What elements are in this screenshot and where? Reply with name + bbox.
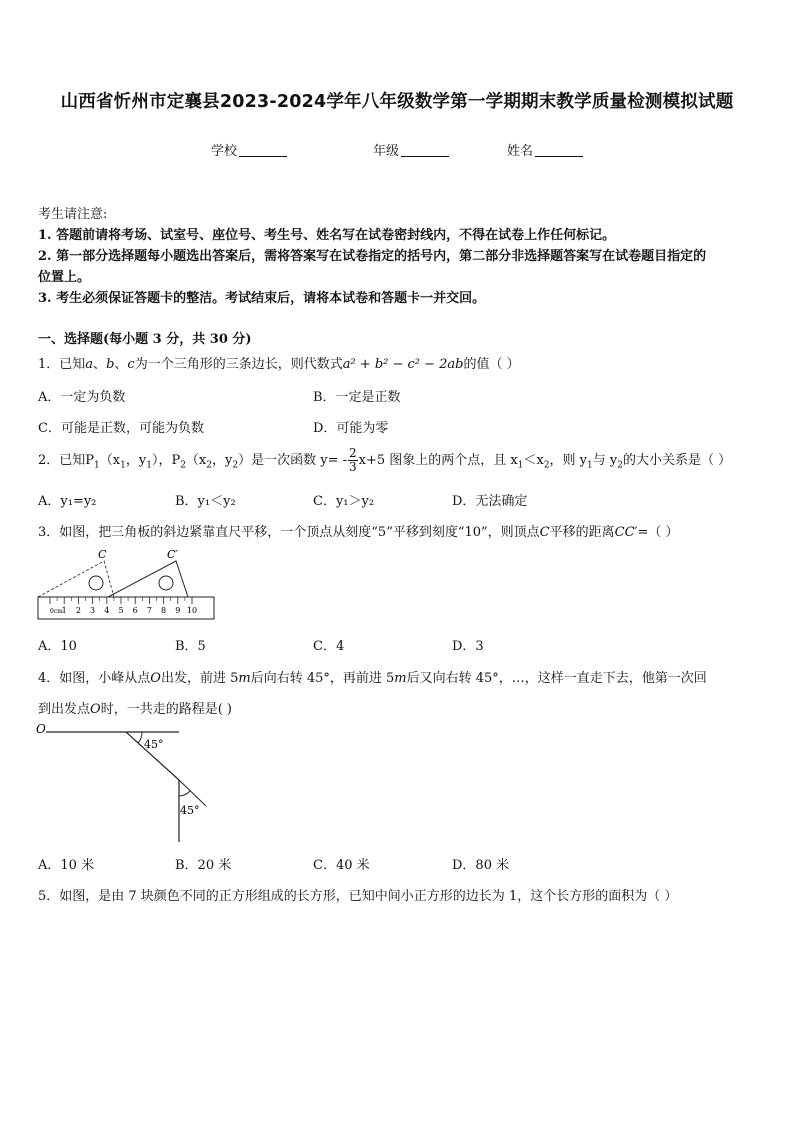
ruler-label: 6 (132, 606, 138, 615)
angle-arc-1 (138, 732, 142, 743)
ruler-label: 3 (90, 606, 96, 615)
notice-item-2-cont: 位置上。 (38, 270, 91, 285)
ruler-label: 5 (118, 606, 124, 615)
q3-option-c[interactable]: C．4 (313, 639, 345, 654)
ruler-label: 4 (104, 606, 110, 615)
question-5: 5．如图，是由 7 块颜色不同的正方形组成的长方形，已知中间小正方形的边长为 1，这个长方形的面积为（ ） (38, 889, 678, 904)
label-c: C (98, 548, 107, 561)
angle-label-1: 45° (144, 738, 164, 751)
q1-option-b[interactable]: B．一定是正数 (313, 390, 401, 405)
ruler-triangle-figure (36, 545, 218, 625)
name-field (507, 140, 583, 159)
section-heading: 一、选择题(每小题 3 分，共 30 分) (38, 332, 252, 347)
question-4-line-2: 到出发点O时，一共走的路程是( ) (38, 702, 232, 717)
school-field (211, 140, 287, 159)
angle-arc-2 (179, 791, 190, 796)
grade-field (373, 140, 449, 159)
ruler-label: 1 (61, 606, 67, 615)
ruler-label: 9 (175, 606, 181, 615)
ruler-label: 8 (161, 606, 167, 615)
ruler-label: 7 (146, 606, 152, 615)
notice-heading: 考生请注意: (38, 207, 108, 222)
q3-option-a[interactable]: A．10 (38, 639, 77, 654)
q2-option-a[interactable]: A．y₁=y₂ (38, 494, 97, 509)
school-label: 学校 (211, 144, 238, 159)
name-blank[interactable] (535, 143, 583, 157)
q1-option-d[interactable]: D．可能为零 (313, 421, 389, 436)
q1-option-a[interactable]: A．一定为负数 (38, 390, 126, 405)
question-1: 1．已知a、b、c为一个三角形的三条边长，则代数式a² + b² − c² − 2ab的值（ ） (38, 357, 520, 372)
grade-blank[interactable] (401, 143, 449, 157)
school-blank[interactable] (239, 143, 287, 157)
q2-option-b[interactable]: B．y₁＜y₂ (175, 494, 236, 509)
question-4-line-1: 4．如图，小峰从点O出发，前进 5m后向右转 45°，再前进 5m后又向右转 45°，…，这样一直走下去，他第一次回 (38, 671, 707, 686)
walking-path-figure (34, 718, 214, 844)
ruler-label: 0cm (50, 608, 63, 615)
q1-expression: a² + b² − c² − 2ab (342, 357, 464, 372)
notice-item-1: 1. 答题前请将考场、试室号、座位号、考生号、姓名写在试卷密封线内，不得在试卷上作任何标记。 (38, 228, 616, 243)
question-3: 3．如图，把三角板的斜边紧靠直尺平移，一个顶点从刻度“5”平移到刻度“10”，则顶点C平移的距离CC′=（ ） (38, 525, 679, 540)
original-triangle-hole (89, 576, 103, 590)
moved-triangle (108, 561, 188, 597)
question-2: 2．已知$P_1(x_1$，$y_1$），$P_2(x_2$，$y_2$）是一次函数 y= - $\frac{2}{3}$ x+5 图象上的两个点，且 $x_1<x_2$，则 $y_1$与 $y_2$的大小关系是（ ） (38, 446, 732, 474)
name-label: 姓名 (507, 144, 534, 159)
moved-triangle-hole (159, 576, 173, 590)
ruler-label: 10 (186, 606, 198, 615)
q4-option-b[interactable]: B．20 米 (175, 858, 232, 873)
label-c-prime: C′ (167, 548, 178, 561)
q4-option-d[interactable]: D．80 米 (452, 858, 510, 873)
q4-option-c[interactable]: C．40 米 (313, 858, 370, 873)
q3-option-b[interactable]: B．5 (175, 639, 206, 654)
q1-option-c[interactable]: C．可能是正数，可能为负数 (38, 421, 204, 436)
notice-item-3: 3. 考生必须保证答题卡的整洁。考试结束后，请将本试卷和答题卡一并交回。 (38, 291, 486, 306)
original-triangle (38, 561, 114, 597)
page-title: 山西省忻州市定襄县2023-2024学年八年级数学第一学期期末教学质量检测模拟试题 (60, 92, 734, 112)
grade-label: 年级 (373, 144, 400, 159)
q3-option-d[interactable]: D．3 (452, 639, 484, 654)
q4-option-a[interactable]: A．10 米 (38, 858, 95, 873)
q2-option-d[interactable]: D．无法确定 (452, 494, 528, 509)
q2-option-c[interactable]: C．y₁＞y₂ (313, 494, 375, 509)
angle-label-2: 45° (180, 804, 200, 817)
q2-fraction: $\frac{2}{3}$ (349, 446, 357, 474)
ruler-label: 2 (75, 606, 81, 615)
notice-item-2: 2. 第一部分选择题每小题选出答案后，需将答案写在试卷指定的括号内，第二部分非选择题答案写在试卷题目指定的 (38, 249, 707, 264)
label-o: O (36, 722, 46, 736)
path-extension (179, 780, 206, 806)
